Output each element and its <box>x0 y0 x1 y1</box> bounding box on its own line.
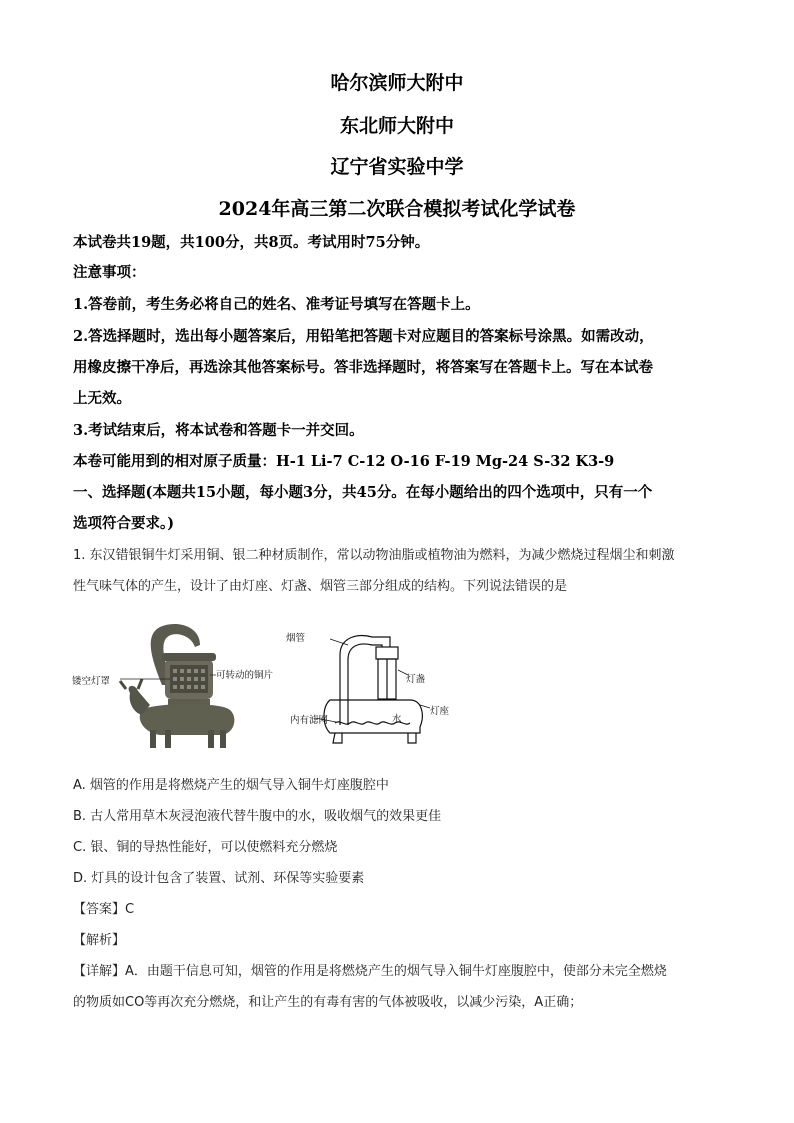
section-heading-line-1: 一、选择题(本题共15小题，每小题3分，共45分。在每小题给出的四个选项中，只有一个 <box>73 484 653 501</box>
label-smoke-tube: 烟管 <box>286 633 306 644</box>
note-2-line-3: 上无效。 <box>73 390 131 407</box>
exam-title: 2024年高三第二次联合模拟考试化学试卷 <box>218 198 576 220</box>
option-d: D. 灯具的设计包含了装置、试剂、环保等实验要素 <box>73 871 365 886</box>
detail-line-2: 的物质如CO等再次充分燃烧，和让产生的有毒有害的气体被吸收，以减少污染，A正确； <box>73 995 583 1010</box>
notes-title: 注意事项： <box>73 264 146 281</box>
analysis-label: 【解析】 <box>73 933 126 948</box>
school-name-2: 东北师大附中 <box>339 115 454 137</box>
option-b: B. 古人常用草木灰浸泡液代替牛腹中的水，吸收烟气的效果更佳 <box>73 809 442 824</box>
exam-info: 本试卷共19题，共100分，共8页。考试用时75分钟。 <box>73 234 430 251</box>
section-heading-line-2: 选项符合要求。) <box>73 515 175 532</box>
label-hollow-cover: 镂空灯罩 <box>72 676 111 687</box>
detail-line-1: 【详解】A．由题干信息可知，烟管的作用是将燃烧产生的烟气导入铜牛灯座腹腔中，使部分未完全燃烧 <box>73 964 667 979</box>
label-rotating-piece: 可转动的铜片 <box>216 670 274 681</box>
ox-lamp-figure <box>72 615 470 760</box>
school-name-3: 辽宁省实验中学 <box>330 156 464 178</box>
school-name-1: 哈尔滨师大附中 <box>330 72 464 94</box>
ox-lamp-illustration <box>90 615 470 760</box>
atomic-masses: 本卷可能用到的相对原子质量：H-1 Li-7 C-12 O-16 F-19 Mg-24 S-32 K3-9 <box>73 453 615 470</box>
answer-label: 【答案】C <box>73 902 135 917</box>
ox-lamp-schematic <box>315 636 430 743</box>
label-lamp-base: 灯座 <box>430 706 450 717</box>
label-inner-filter: 内有滤网 <box>290 715 329 726</box>
note-1: 1.答卷前，考生务必将自己的姓名、准考证号填写在答题卡上。 <box>73 296 480 313</box>
label-water: 水 <box>392 714 402 725</box>
option-a: A. 烟管的作用是将燃烧产生的烟气导入铜牛灯座腹腔中 <box>73 778 389 793</box>
question-1-stem-line-1: 1. 东汉错银铜牛灯采用铜、银二种材质制作，常以动物油脂或植物油为燃料，为减少燃烧过程烟尘和刺激 <box>73 548 675 563</box>
option-c: C. 银、铜的导热性能好，可以使燃料充分燃烧 <box>73 840 338 855</box>
ox-lamp-photo <box>120 624 234 748</box>
label-lamp-dish: 灯盏 <box>406 674 426 685</box>
note-2-line-2: 用橡皮擦干净后，再选涂其他答案标号。答非选择题时，将答案写在答题卡上。写在本试卷 <box>73 359 653 376</box>
note-3: 3.考试结束后，将本试卷和答题卡一并交回。 <box>73 422 364 439</box>
note-2-line-1: 2.答选择题时，选出每小题答案后，用铅笔把答题卡对应题目的答案标号涂黑。如需改动， <box>73 328 654 345</box>
question-1-stem-line-2: 性气味气体的产生，设计了由灯座、灯盏、烟管三部分组成的结构。下列说法错误的是 <box>73 579 568 594</box>
